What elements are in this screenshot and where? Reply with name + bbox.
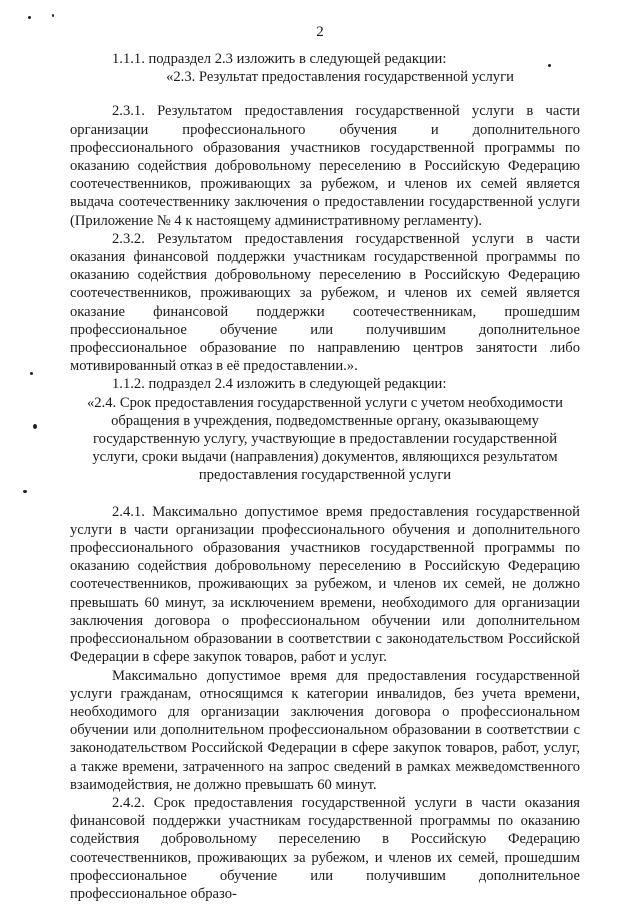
paragraph-2-3-2: 2.3.2. Результатом предоставления государственной услуги в части оказания финансовой поддержки участникам государственной программы по оказанию содействия добровольному переселению в Российскую Федерацию соотечественников, проживающих за рубежом, и членов их семей является оказание финансовой поддержки соотечественникам, прошедшим профессиональное обучение или получившим дополнительное профессиональное образование по направлению центров занятости либо мотивированный отказ в её предоставлении.». bbox=[70, 230, 580, 375]
paragraph-2-4-1-disabled: Максимально допустимое время для предоставления государственной услуги гражданам, относящимся к категории инвалидов, без учета времени, необходимого для организации заключения договора о профессиональном обучении или дополнительном профессиональном образовании в соответствии с законодательством Российской Федерации в сфере закупок товаров, работ, услуг, а также времени, затраченного на запрос сведений в рамках межведомственного взаимодействия, не должно превышать 60 минут. bbox=[70, 667, 580, 793]
page-number: 2 bbox=[316, 24, 324, 40]
amendment-item-1-1-2: 1.1.2. подраздел 2.4 изложить в следующей редакции: bbox=[112, 376, 447, 393]
scan-speck bbox=[33, 424, 37, 429]
scan-speck bbox=[23, 490, 27, 493]
amendment-item-1-1-1: 1.1.1. подраздел 2.3 изложить в следующей редакции: bbox=[112, 51, 447, 67]
paragraph-2-4-1: 2.4.1. Максимально допустимое время предоставления государственной услуги в части организации профессионального обучения и дополнительного профессионального образования участников государственной программы по оказанию содействия добровольному переселению в Российскую Федерацию соотечественников, проживающих за рубежом, и членов их семей, не должно превышать 60 минут, за исключением времени, необходимого для организации заключения договора о профессиональном обучении или дополнительном профессиональном образовании в соответствии с законодательством Российской Федерации в сфере закупок товаров, работ и услуг. bbox=[70, 503, 580, 666]
section-title-2-3: «2.3. Результат предоставления государственной услуги bbox=[166, 69, 514, 86]
scan-speck bbox=[28, 16, 31, 19]
document-body bbox=[70, 50, 580, 903]
scan-speck bbox=[52, 14, 54, 17]
scan-speck bbox=[30, 372, 33, 375]
section-title-2-4: «2.4. Срок предоставления государственной услуги с учетом необходимости обращения в учреждения, подведомственные органу, оказывающему государственную услугу, участвующие в предоставлении государственной услуги, сроки выдачи (направления) документов, являющихся результатом предоставления государственной услуги bbox=[87, 394, 563, 484]
paragraph-2-4-2: 2.4.2. Срок предоставления государственной услуги в части оказания финансовой поддержки участникам государственной программы по оказанию содействия добровольному переселению в Российскую Федерацию соотечественников, проживающих за рубежом, и членов их семей, прошедшим профессиональное обучение или получившим дополнительное профессиональное образо- bbox=[70, 794, 580, 902]
paragraph-2-3-1: 2.3.1. Результатом предоставления государственной услуги в части организации профессионального обучения и дополнительного профессионального образования участников государственной программы по оказанию содействия добровольному переселению в Российскую Федерацию соотечественников, проживающих за рубежом, и членов их семей является выдача соотечественнику заключения о предоставлении государственной услуги (Приложение № 4 к настоящему административному регламенту). bbox=[70, 103, 580, 229]
